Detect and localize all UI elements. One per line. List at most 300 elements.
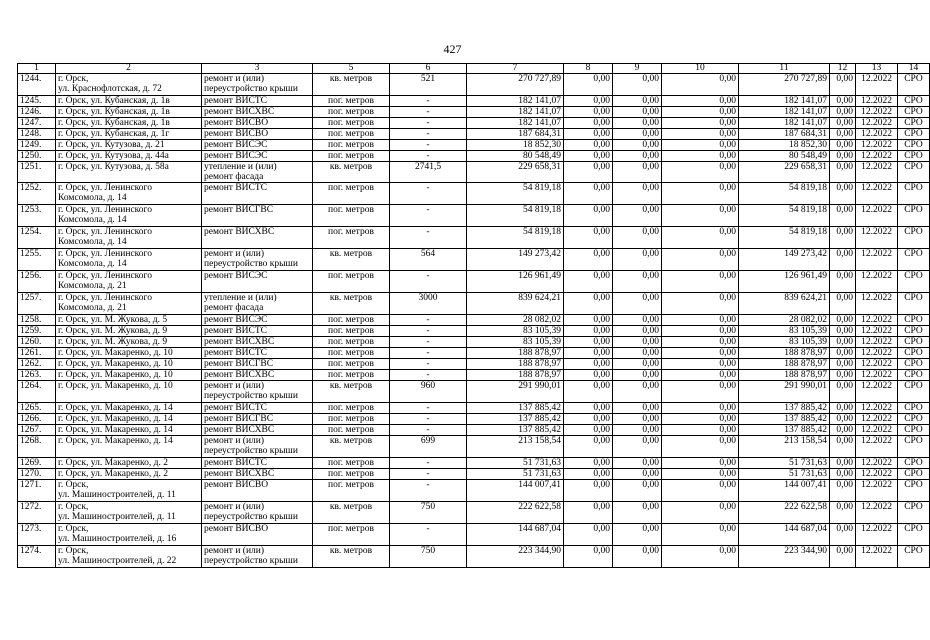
- row-number-cell: 1247.: [18, 118, 56, 129]
- total-cost-cell: 144 687,04: [467, 524, 564, 546]
- owners-cost-cell: 182 141,07: [739, 96, 830, 107]
- address-cell: г. Орск, ул. Кутузова, д. 44а: [56, 151, 202, 162]
- total-cost-cell: 126 961,49: [467, 271, 564, 293]
- work-type-cell: ремонт ВИСХВС: [202, 337, 313, 348]
- contractor-cell: СРО: [898, 381, 930, 403]
- municipal-cost-cell: 0,00: [662, 425, 739, 436]
- owners-cost-cell: 51 731,63: [739, 458, 830, 469]
- owners-cost-cell: 54 819,18: [739, 205, 830, 227]
- unit-cell: пог. метров: [313, 359, 390, 370]
- work-type-cell: ремонт ВИСХВС: [202, 107, 313, 118]
- unit-cell: пог. метров: [313, 183, 390, 205]
- address-cell: г. Орск, ул. Макаренко, д. 10: [56, 348, 202, 359]
- contractor-cell: СРО: [898, 140, 930, 151]
- row-number-cell: 1253.: [18, 205, 56, 227]
- fund-cost-cell: 0,00: [564, 96, 613, 107]
- unit-cell: кв. метров: [313, 162, 390, 183]
- fund-cost-cell: 0,00: [564, 436, 613, 458]
- deadline-cell: 12.2022: [856, 370, 898, 381]
- municipal-cost-cell: 0,00: [662, 227, 739, 249]
- table-row: [18, 458, 930, 469]
- contractor-cell: СРО: [898, 162, 930, 183]
- contractor-cell: СРО: [898, 183, 930, 205]
- fund-cost-cell: 0,00: [564, 370, 613, 381]
- other-cost-cell: 0,00: [830, 370, 856, 381]
- table-row: [18, 524, 930, 546]
- other-cost-cell: 0,00: [830, 436, 856, 458]
- area-cell: -: [390, 129, 467, 140]
- other-cost-cell: 0,00: [830, 524, 856, 546]
- table-row: [18, 96, 930, 107]
- unit-cell: кв. метров: [313, 436, 390, 458]
- unit-cell: пог. метров: [313, 205, 390, 227]
- regional-cost-cell: 0,00: [613, 96, 662, 107]
- fund-cost-cell: 0,00: [564, 118, 613, 129]
- area-cell: -: [390, 337, 467, 348]
- area-cell: -: [390, 118, 467, 129]
- area-cell: 750: [390, 546, 467, 568]
- unit-cell: пог. метров: [313, 129, 390, 140]
- column-header: 13: [856, 64, 898, 74]
- regional-cost-cell: 0,00: [613, 227, 662, 249]
- address-cell: г. Орск, ул. Кубанская, д. 1в: [56, 96, 202, 107]
- fund-cost-cell: 0,00: [564, 480, 613, 502]
- address-cell: г. Орск, ул. Макаренко, д. 14: [56, 436, 202, 458]
- fund-cost-cell: 0,00: [564, 458, 613, 469]
- address-cell: г. Орск, ул. Макаренко, д. 14: [56, 425, 202, 436]
- owners-cost-cell: 83 105,39: [739, 326, 830, 337]
- row-number-cell: 1246.: [18, 107, 56, 118]
- register-table: [17, 63, 930, 568]
- deadline-cell: 12.2022: [856, 414, 898, 425]
- municipal-cost-cell: 0,00: [662, 271, 739, 293]
- row-number-cell: 1251.: [18, 162, 56, 183]
- row-number-cell: 1261.: [18, 348, 56, 359]
- total-cost-cell: 188 878,97: [467, 359, 564, 370]
- unit-cell: пог. метров: [313, 348, 390, 359]
- regional-cost-cell: 0,00: [613, 118, 662, 129]
- unit-cell: пог. метров: [313, 118, 390, 129]
- table-row: [18, 414, 930, 425]
- address-cell: г. Орск, ул. Кубанская, д. 1в: [56, 118, 202, 129]
- deadline-cell: 12.2022: [856, 381, 898, 403]
- regional-cost-cell: 0,00: [613, 337, 662, 348]
- total-cost-cell: 182 141,07: [467, 96, 564, 107]
- fund-cost-cell: 0,00: [564, 205, 613, 227]
- table-row: [18, 205, 930, 227]
- other-cost-cell: 0,00: [830, 469, 856, 480]
- deadline-cell: 12.2022: [856, 74, 898, 96]
- other-cost-cell: 0,00: [830, 480, 856, 502]
- total-cost-cell: 188 878,97: [467, 370, 564, 381]
- area-cell: 564: [390, 249, 467, 271]
- owners-cost-cell: 149 273,42: [739, 249, 830, 271]
- fund-cost-cell: 0,00: [564, 293, 613, 315]
- row-number-cell: 1248.: [18, 129, 56, 140]
- municipal-cost-cell: 0,00: [662, 403, 739, 414]
- total-cost-cell: 149 273,42: [467, 249, 564, 271]
- row-number-cell: 1260.: [18, 337, 56, 348]
- area-cell: -: [390, 205, 467, 227]
- owners-cost-cell: 137 885,42: [739, 414, 830, 425]
- deadline-cell: 12.2022: [856, 205, 898, 227]
- row-number-cell: 1268.: [18, 436, 56, 458]
- table-row: [18, 151, 930, 162]
- contractor-cell: СРО: [898, 348, 930, 359]
- fund-cost-cell: 0,00: [564, 348, 613, 359]
- row-number-cell: 1263.: [18, 370, 56, 381]
- address-cell: г. Орск, ул. М. Жукова, д. 9: [56, 326, 202, 337]
- column-header: 1: [18, 64, 56, 74]
- fund-cost-cell: 0,00: [564, 140, 613, 151]
- owners-cost-cell: 137 885,42: [739, 403, 830, 414]
- unit-cell: кв. метров: [313, 502, 390, 524]
- owners-cost-cell: 80 548,49: [739, 151, 830, 162]
- total-cost-cell: 187 684,31: [467, 129, 564, 140]
- work-type-cell: ремонт и (или) переустройство крыши: [202, 249, 313, 271]
- owners-cost-cell: 51 731,63: [739, 469, 830, 480]
- regional-cost-cell: 0,00: [613, 151, 662, 162]
- column-header: 9: [613, 64, 662, 74]
- owners-cost-cell: 270 727,89: [739, 74, 830, 96]
- area-cell: -: [390, 425, 467, 436]
- deadline-cell: 12.2022: [856, 348, 898, 359]
- municipal-cost-cell: 0,00: [662, 502, 739, 524]
- row-number-cell: 1270.: [18, 469, 56, 480]
- address-cell: г. Орск, ул. Машиностроителей, д. 11: [56, 502, 202, 524]
- work-type-cell: ремонт ВИСГВС: [202, 205, 313, 227]
- address-cell: г. Орск, ул. Макаренко, д. 10: [56, 381, 202, 403]
- fund-cost-cell: 0,00: [564, 337, 613, 348]
- total-cost-cell: 188 878,97: [467, 348, 564, 359]
- total-cost-cell: 80 548,49: [467, 151, 564, 162]
- address-cell: г. Орск, ул. Макаренко, д. 14: [56, 403, 202, 414]
- unit-cell: пог. метров: [313, 524, 390, 546]
- other-cost-cell: 0,00: [830, 205, 856, 227]
- row-number-cell: 1264.: [18, 381, 56, 403]
- municipal-cost-cell: 0,00: [662, 315, 739, 326]
- work-type-cell: ремонт ВИСГВС: [202, 359, 313, 370]
- municipal-cost-cell: 0,00: [662, 414, 739, 425]
- unit-cell: кв. метров: [313, 249, 390, 271]
- area-cell: -: [390, 227, 467, 249]
- column-header: 3: [202, 64, 313, 74]
- regional-cost-cell: 0,00: [613, 326, 662, 337]
- municipal-cost-cell: 0,00: [662, 524, 739, 546]
- contractor-cell: СРО: [898, 425, 930, 436]
- work-type-cell: ремонт ВИСВО: [202, 480, 313, 502]
- total-cost-cell: 839 624,21: [467, 293, 564, 315]
- work-type-cell: ремонт ВИСВО: [202, 129, 313, 140]
- owners-cost-cell: 188 878,97: [739, 370, 830, 381]
- row-number-cell: 1266.: [18, 414, 56, 425]
- municipal-cost-cell: 0,00: [662, 107, 739, 118]
- contractor-cell: СРО: [898, 436, 930, 458]
- work-type-cell: ремонт ВИСТС: [202, 403, 313, 414]
- table-row: [18, 271, 930, 293]
- deadline-cell: 12.2022: [856, 403, 898, 414]
- regional-cost-cell: 0,00: [613, 359, 662, 370]
- work-type-cell: ремонт и (или) переустройство крыши: [202, 502, 313, 524]
- municipal-cost-cell: 0,00: [662, 348, 739, 359]
- address-cell: г. Орск, ул. Кутузова, д. 21: [56, 140, 202, 151]
- table-row: [18, 227, 930, 249]
- fund-cost-cell: 0,00: [564, 326, 613, 337]
- row-number-cell: 1265.: [18, 403, 56, 414]
- contractor-cell: СРО: [898, 293, 930, 315]
- fund-cost-cell: 0,00: [564, 129, 613, 140]
- total-cost-cell: 213 158,54: [467, 436, 564, 458]
- other-cost-cell: 0,00: [830, 162, 856, 183]
- column-header: 2: [56, 64, 202, 74]
- deadline-cell: 12.2022: [856, 436, 898, 458]
- area-cell: -: [390, 315, 467, 326]
- work-type-cell: ремонт ВИСТС: [202, 348, 313, 359]
- row-number-cell: 1249.: [18, 140, 56, 151]
- municipal-cost-cell: 0,00: [662, 458, 739, 469]
- work-type-cell: ремонт ВИСЭС: [202, 151, 313, 162]
- work-type-cell: ремонт ВИСЭС: [202, 271, 313, 293]
- area-cell: -: [390, 348, 467, 359]
- total-cost-cell: 137 885,42: [467, 403, 564, 414]
- contractor-cell: СРО: [898, 74, 930, 96]
- table-row: [18, 469, 930, 480]
- fund-cost-cell: 0,00: [564, 502, 613, 524]
- address-cell: г. Орск, ул. Краснофлотская, д. 72: [56, 74, 202, 96]
- regional-cost-cell: 0,00: [613, 370, 662, 381]
- table-row: [18, 183, 930, 205]
- row-number-cell: 1245.: [18, 96, 56, 107]
- municipal-cost-cell: 0,00: [662, 249, 739, 271]
- row-number-cell: 1256.: [18, 271, 56, 293]
- deadline-cell: 12.2022: [856, 425, 898, 436]
- municipal-cost-cell: 0,00: [662, 205, 739, 227]
- address-cell: г. Орск, ул. Машиностроителей, д. 22: [56, 546, 202, 568]
- address-cell: г. Орск, ул. М. Жукова, д. 9: [56, 337, 202, 348]
- regional-cost-cell: 0,00: [613, 107, 662, 118]
- table-row: [18, 403, 930, 414]
- other-cost-cell: 0,00: [830, 315, 856, 326]
- area-cell: -: [390, 96, 467, 107]
- total-cost-cell: 182 141,07: [467, 118, 564, 129]
- row-number-cell: 1274.: [18, 546, 56, 568]
- municipal-cost-cell: 0,00: [662, 96, 739, 107]
- unit-cell: пог. метров: [313, 414, 390, 425]
- fund-cost-cell: 0,00: [564, 162, 613, 183]
- table-row: [18, 74, 930, 96]
- municipal-cost-cell: 0,00: [662, 436, 739, 458]
- unit-cell: пог. метров: [313, 480, 390, 502]
- unit-cell: кв. метров: [313, 381, 390, 403]
- unit-cell: пог. метров: [313, 425, 390, 436]
- area-cell: 699: [390, 436, 467, 458]
- other-cost-cell: 0,00: [830, 425, 856, 436]
- row-number-cell: 1244.: [18, 74, 56, 96]
- address-cell: г. Орск, ул. Макаренко, д. 10: [56, 359, 202, 370]
- deadline-cell: 12.2022: [856, 326, 898, 337]
- fund-cost-cell: 0,00: [564, 524, 613, 546]
- regional-cost-cell: 0,00: [613, 414, 662, 425]
- table-row: [18, 337, 930, 348]
- contractor-cell: СРО: [898, 458, 930, 469]
- deadline-cell: 12.2022: [856, 359, 898, 370]
- municipal-cost-cell: 0,00: [662, 469, 739, 480]
- fund-cost-cell: 0,00: [564, 227, 613, 249]
- contractor-cell: СРО: [898, 414, 930, 425]
- unit-cell: кв. метров: [313, 293, 390, 315]
- total-cost-cell: 51 731,63: [467, 469, 564, 480]
- deadline-cell: 12.2022: [856, 96, 898, 107]
- municipal-cost-cell: 0,00: [662, 370, 739, 381]
- address-cell: г. Орск, ул. Кутузова, д. 58а: [56, 162, 202, 183]
- area-cell: 3000: [390, 293, 467, 315]
- deadline-cell: 12.2022: [856, 546, 898, 568]
- work-type-cell: ремонт ВИСХВС: [202, 227, 313, 249]
- fund-cost-cell: 0,00: [564, 183, 613, 205]
- area-cell: -: [390, 370, 467, 381]
- unit-cell: пог. метров: [313, 403, 390, 414]
- unit-cell: пог. метров: [313, 370, 390, 381]
- contractor-cell: СРО: [898, 480, 930, 502]
- unit-cell: пог. метров: [313, 337, 390, 348]
- work-type-cell: ремонт ВИСЭС: [202, 140, 313, 151]
- owners-cost-cell: 83 105,39: [739, 337, 830, 348]
- area-cell: -: [390, 359, 467, 370]
- work-type-cell: утепление и (или) ремонт фасада: [202, 293, 313, 315]
- other-cost-cell: 0,00: [830, 458, 856, 469]
- column-header: 11: [739, 64, 830, 74]
- other-cost-cell: 0,00: [830, 293, 856, 315]
- deadline-cell: 12.2022: [856, 151, 898, 162]
- municipal-cost-cell: 0,00: [662, 129, 739, 140]
- unit-cell: пог. метров: [313, 315, 390, 326]
- contractor-cell: СРО: [898, 227, 930, 249]
- contractor-cell: СРО: [898, 151, 930, 162]
- municipal-cost-cell: 0,00: [662, 151, 739, 162]
- table-row: [18, 359, 930, 370]
- contractor-cell: СРО: [898, 524, 930, 546]
- table-row: [18, 293, 930, 315]
- other-cost-cell: 0,00: [830, 414, 856, 425]
- municipal-cost-cell: 0,00: [662, 118, 739, 129]
- unit-cell: пог. метров: [313, 107, 390, 118]
- other-cost-cell: 0,00: [830, 271, 856, 293]
- work-type-cell: ремонт и (или) переустройство крыши: [202, 436, 313, 458]
- total-cost-cell: 83 105,39: [467, 326, 564, 337]
- unit-cell: пог. метров: [313, 227, 390, 249]
- owners-cost-cell: 54 819,18: [739, 183, 830, 205]
- unit-cell: кв. метров: [313, 74, 390, 96]
- address-cell: г. Орск, ул. М. Жукова, д. 5: [56, 315, 202, 326]
- other-cost-cell: 0,00: [830, 403, 856, 414]
- regional-cost-cell: 0,00: [613, 293, 662, 315]
- fund-cost-cell: 0,00: [564, 414, 613, 425]
- total-cost-cell: 222 622,58: [467, 502, 564, 524]
- deadline-cell: 12.2022: [856, 183, 898, 205]
- work-type-cell: ремонт ВИСТС: [202, 183, 313, 205]
- municipal-cost-cell: 0,00: [662, 74, 739, 96]
- address-cell: г. Орск, ул. Макаренко, д. 10: [56, 370, 202, 381]
- area-cell: -: [390, 414, 467, 425]
- regional-cost-cell: 0,00: [613, 205, 662, 227]
- municipal-cost-cell: 0,00: [662, 162, 739, 183]
- regional-cost-cell: 0,00: [613, 271, 662, 293]
- table-row: [18, 315, 930, 326]
- total-cost-cell: 229 658,31: [467, 162, 564, 183]
- column-header: 6: [390, 64, 467, 74]
- total-cost-cell: 54 819,18: [467, 227, 564, 249]
- table-row: [18, 118, 930, 129]
- regional-cost-cell: 0,00: [613, 480, 662, 502]
- other-cost-cell: 0,00: [830, 359, 856, 370]
- row-number-cell: 1271.: [18, 480, 56, 502]
- deadline-cell: 12.2022: [856, 315, 898, 326]
- municipal-cost-cell: 0,00: [662, 293, 739, 315]
- fund-cost-cell: 0,00: [564, 315, 613, 326]
- owners-cost-cell: 182 141,07: [739, 118, 830, 129]
- column-header: 7: [467, 64, 564, 74]
- other-cost-cell: 0,00: [830, 107, 856, 118]
- address-cell: г. Орск, ул. Ленинского Комсомола, д. 21: [56, 271, 202, 293]
- contractor-cell: СРО: [898, 205, 930, 227]
- municipal-cost-cell: 0,00: [662, 381, 739, 403]
- deadline-cell: 12.2022: [856, 107, 898, 118]
- table-row: [18, 249, 930, 271]
- contractor-cell: СРО: [898, 370, 930, 381]
- deadline-cell: 12.2022: [856, 162, 898, 183]
- fund-cost-cell: 0,00: [564, 425, 613, 436]
- regional-cost-cell: 0,00: [613, 425, 662, 436]
- deadline-cell: 12.2022: [856, 480, 898, 502]
- owners-cost-cell: 839 624,21: [739, 293, 830, 315]
- total-cost-cell: 137 885,42: [467, 414, 564, 425]
- other-cost-cell: 0,00: [830, 227, 856, 249]
- total-cost-cell: 54 819,18: [467, 183, 564, 205]
- regional-cost-cell: 0,00: [613, 524, 662, 546]
- contractor-cell: СРО: [898, 118, 930, 129]
- area-cell: -: [390, 271, 467, 293]
- area-cell: -: [390, 107, 467, 118]
- work-type-cell: утепление и (или) ремонт фасада: [202, 162, 313, 183]
- area-cell: -: [390, 524, 467, 546]
- table-row: [18, 162, 930, 183]
- other-cost-cell: 0,00: [830, 129, 856, 140]
- address-cell: г. Орск, ул. Машиностроителей, д. 11: [56, 480, 202, 502]
- other-cost-cell: 0,00: [830, 381, 856, 403]
- address-cell: г. Орск, ул. Ленинского Комсомола, д. 21: [56, 293, 202, 315]
- fund-cost-cell: 0,00: [564, 469, 613, 480]
- work-type-cell: ремонт и (или) переустройство крыши: [202, 381, 313, 403]
- regional-cost-cell: 0,00: [613, 249, 662, 271]
- work-type-cell: ремонт и (или) переустройство крыши: [202, 74, 313, 96]
- unit-cell: пог. метров: [313, 140, 390, 151]
- other-cost-cell: 0,00: [830, 151, 856, 162]
- total-cost-cell: 28 082,02: [467, 315, 564, 326]
- other-cost-cell: 0,00: [830, 502, 856, 524]
- area-cell: 960: [390, 381, 467, 403]
- work-type-cell: ремонт ВИСТС: [202, 458, 313, 469]
- row-number-cell: 1262.: [18, 359, 56, 370]
- municipal-cost-cell: 0,00: [662, 326, 739, 337]
- deadline-cell: 12.2022: [856, 337, 898, 348]
- total-cost-cell: 18 852,30: [467, 140, 564, 151]
- area-cell: -: [390, 480, 467, 502]
- total-cost-cell: 137 885,42: [467, 425, 564, 436]
- regional-cost-cell: 0,00: [613, 315, 662, 326]
- deadline-cell: 12.2022: [856, 524, 898, 546]
- regional-cost-cell: 0,00: [613, 469, 662, 480]
- deadline-cell: 12.2022: [856, 293, 898, 315]
